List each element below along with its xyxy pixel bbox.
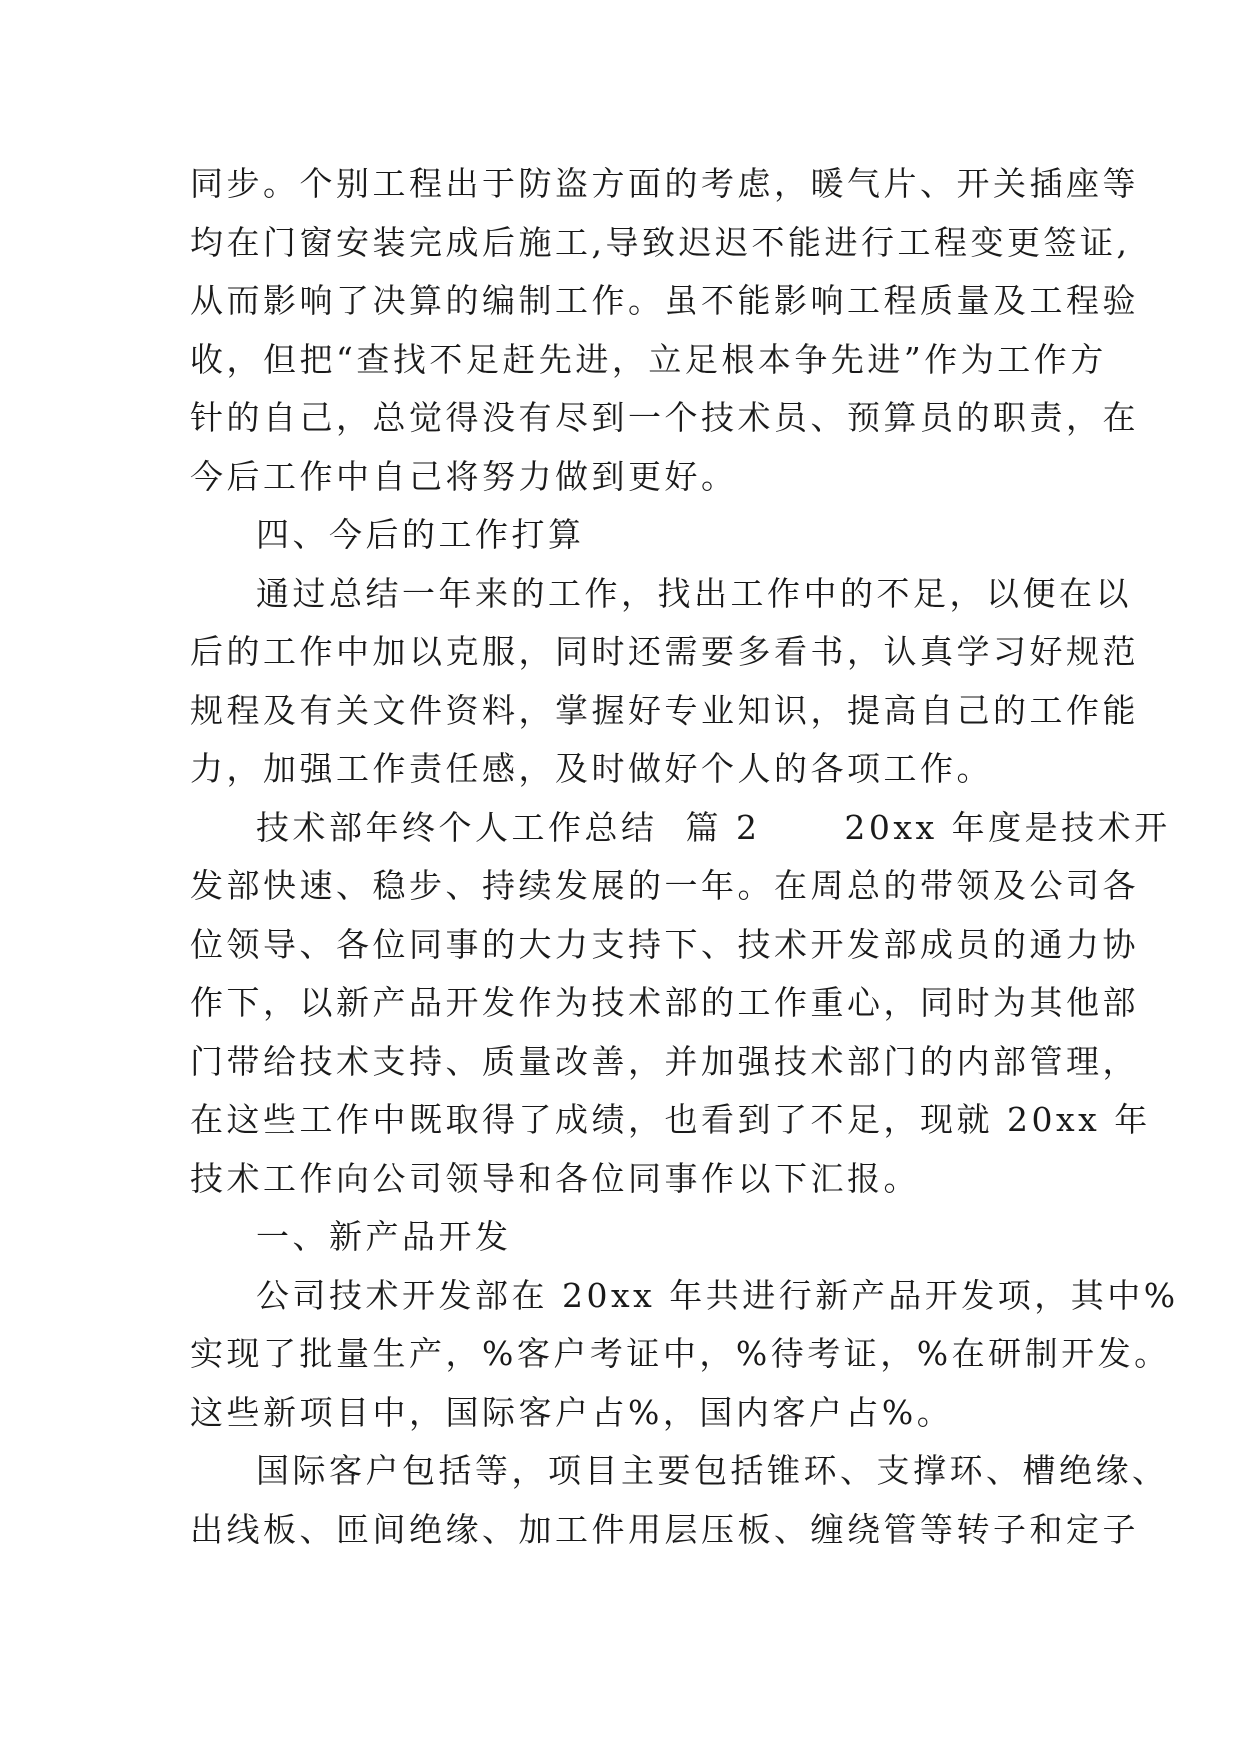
text-line: 通过总结一年来的工作，找出工作中的不足，以便在以 <box>256 573 1132 613</box>
text-line: 针的自己，总觉得没有尽到一个技术员、预算员的职责，在 <box>190 398 1139 437</box>
text-line: 技术工作向公司领导和各位同事作以下汇报。 <box>190 1158 920 1198</box>
text-line: 力，加强工作责任感，及时做好个人的各项工作。 <box>190 749 993 788</box>
text-line: 收，但把“查找不足赶先进，立足根本争先进”作为工作方 <box>190 339 1107 379</box>
text-line: 同步。个别工程出于防盗方面的考虑，暖气片、开关插座等 <box>190 164 1139 203</box>
text-line: 公司技术开发部在 20xx 年共进行新产品开发项，其中% <box>256 1275 1179 1315</box>
text-line: 国际客户包括等，项目主要包括锥环、支撑环、槽绝缘、 <box>256 1451 1169 1490</box>
section-heading: 四、今后的工作打算 <box>256 515 585 554</box>
text-line: 这些新项目中，国际客户占%，国内客户占%。 <box>190 1392 954 1432</box>
text-line: 位领导、各位同事的大力支持下、技术开发部成员的通力协 <box>190 924 1139 964</box>
text-line: 从而影响了决算的编制工作。虽不能影响工程质量及工程验 <box>190 281 1139 320</box>
text-line: 后的工作中加以克服，同时还需要多看书，认真学习好规范 <box>190 632 1139 671</box>
text-line: 今后工作中自己将努力做到更好。 <box>190 456 738 496</box>
section-heading: 一、新产品开发 <box>256 1217 512 1256</box>
text-line: 作下，以新产品开发作为技术部的工作重心，同时为其他部 <box>190 983 1139 1022</box>
text-line: 实现了批量生产，%客户考证中，%待考证，%在研制开发。 <box>190 1334 1171 1373</box>
text-line: 在这些工作中既取得了成绩，也看到了不足，现就 20xx 年 <box>190 1100 1151 1139</box>
text-line: 发部快速、稳步、持续发展的一年。在周总的带领及公司各 <box>190 866 1139 905</box>
document-body <box>190 155 1179 1559</box>
text-line: 均在门窗安装完成后施工,导致迟迟不能进行工程变更签证, <box>190 222 1131 262</box>
text-line: 规程及有关文件资料，掌握好专业知识，提高自己的工作能 <box>190 690 1139 730</box>
text-line: 出线板、匝间绝缘、加工件用层压板、缠绕管等转子和定子 <box>190 1509 1139 1549</box>
text-line: 技术部年终个人工作总结 篇 2 20xx 年度是技术开 <box>256 807 1171 847</box>
text-line: 门带给技术支持、质量改善，并加强技术部门的内部管理， <box>190 1041 1139 1081</box>
